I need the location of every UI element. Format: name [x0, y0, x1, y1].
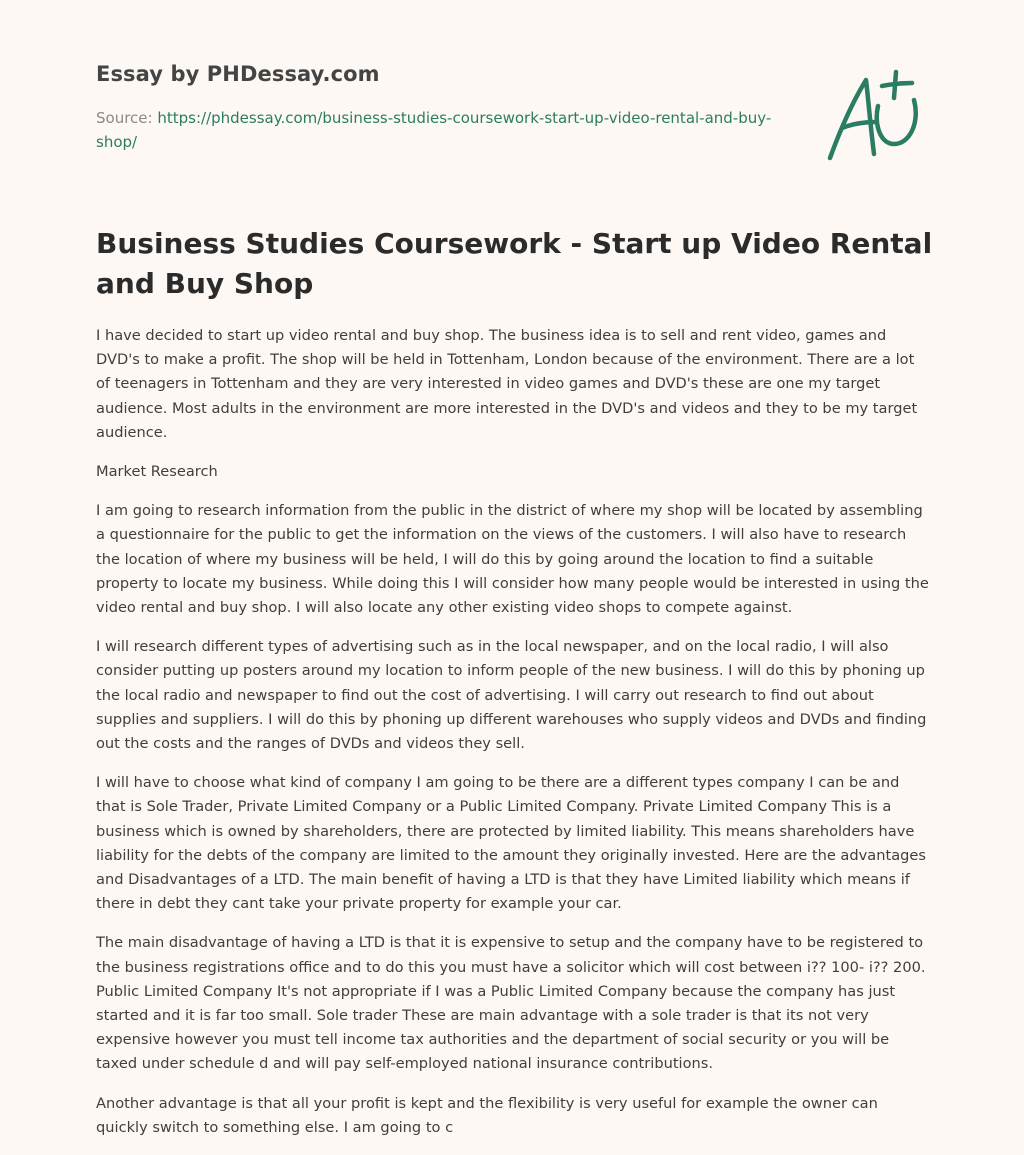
source-label: Source: [96, 109, 153, 127]
section-heading-market-research: Market Research [96, 463, 218, 481]
document-title: Business Studies Coursework - Start up Video Rental and Buy Shop [96, 227, 933, 300]
site-title: Essay by PHDessay.com [96, 62, 380, 86]
a-plus-logo-icon [822, 66, 928, 166]
paragraph-company-type: I will have to choose what kind of company I am going to be there are a different types company I can be and that is Sole Trader, Private Limited Company or a Public Limited Company. Private Limited Company This is a business which is owned by shareholders, there are protected by limited liability. This means shareholders have liability for the debts of the company are limited to the amount they originally invested. Here are the advantages and Disadvantages of a LTD. The main benefit of having a LTD is that they have Limited liability which means if there in debt they cant take your private property for example your car. [96, 774, 926, 913]
page-header [96, 62, 796, 154]
source-line [96, 106, 796, 154]
source-link[interactable]: https://phdessay.com/business-studies-coursework-start-up-video-rental-and-buy-shop/ [96, 109, 772, 151]
paragraph-advertising: I will research different types of advertising such as in the local newspaper, and on the local radio, I will also consider putting up posters around my location to inform people of the new business. I will do this by phoning up the local radio and newspaper to find out the cost of advertising. I will carry out research to find out about supplies and suppliers. I will do this by phoning up different warehouses who supply videos and DVDs and finding out the costs and the ranges of DVDs and videos they sell. [96, 638, 927, 753]
document-body [96, 324, 932, 1155]
paragraph-intro: I have decided to start up video rental and buy shop. The business idea is to sell and rent video, games and DVD's to make a profit. The shop will be held in Tottenham, London because of the environment. There are a lot of teenagers in Tottenham and they are very interested in video games and DVD's these are one my target audience. Most adults in the environment are more interested in the DVD's and videos and they to be my target audience. [96, 327, 918, 441]
paragraph-ltd-disadvantage: The main disadvantage of having a LTD is that it is expensive to setup and the company have to be registered to the business registrations office and to do this you must have a solicitor which will cost between i?? 100- i?? 200. Public Limited Company It's not appropriate if I was a Public Limited Company because the company has just started and it is far too small. Sole trader These are main advantage with a sole trader is that its not very expensive however you must tell income tax authorities and the department of social security or you will be taxed under schedule d and will pay self-employed national insurance contributions. [96, 934, 926, 1073]
paragraph-research-public: I am going to research information from the public in the district of where my shop will be located by assembling a questionnaire for the public to get the information on the views of the customers. I will also have to research the location of where my business will be held, I will do this by going around the location to find a suitable property to locate my business. While doing this I will consider how many people would be interested in using the video rental and buy shop. I will also locate any other existing video shops to compete against. [96, 502, 929, 617]
paragraph-profit: Another advantage is that all your profit is kept and the flexibility is very useful for example the owner can quickly switch to something else. I am going to c [96, 1094, 878, 1136]
